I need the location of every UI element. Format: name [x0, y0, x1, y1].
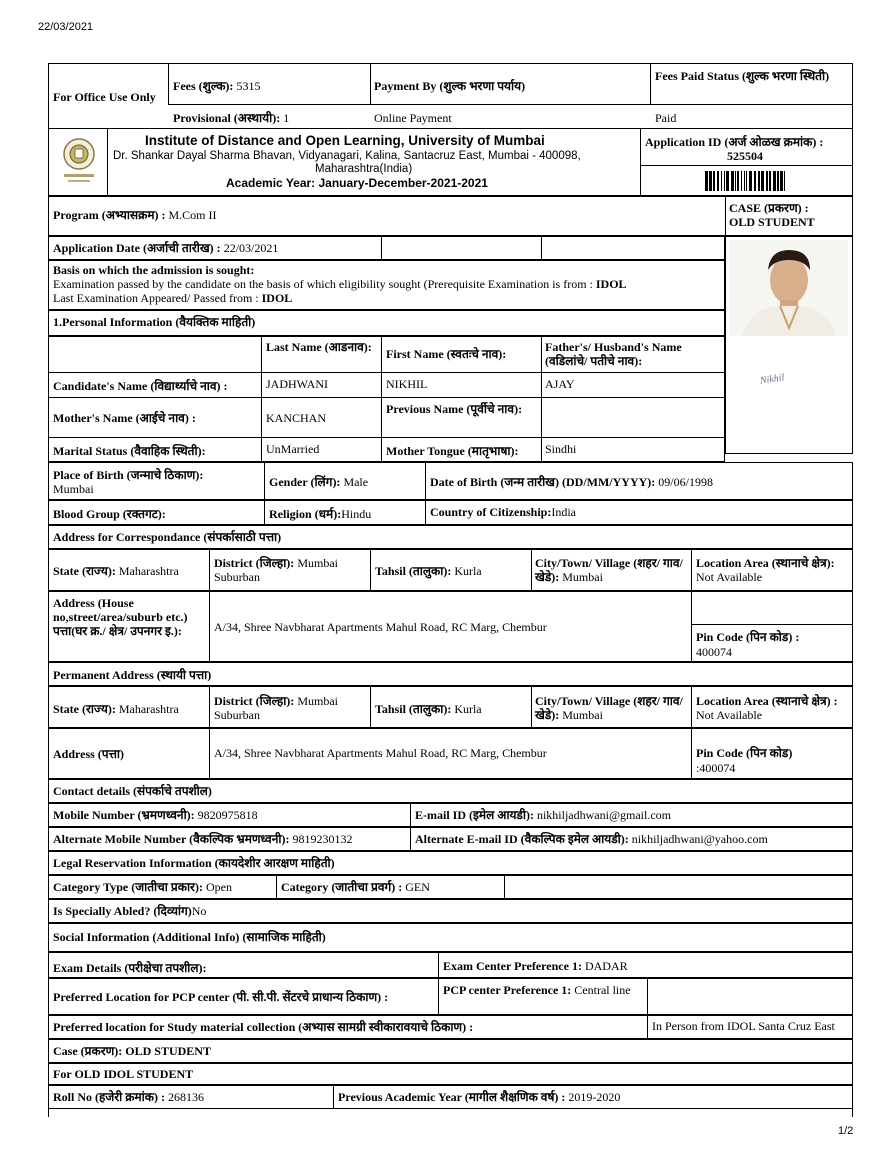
print-date: 22/03/2021 — [38, 21, 94, 33]
father-name-header: Father's/ Husband's Name (वडिलांचे/ पतीचे नाव): — [545, 340, 682, 368]
pcp-center-field: PCP center Preference 1: Central line — [443, 983, 631, 997]
institute-address-line2: Maharashtra(India) — [315, 163, 413, 175]
marital-status-label: Marital Status (वैवाहिक स्थिती): — [53, 444, 206, 458]
barcode-icon — [705, 171, 787, 193]
institute-name: Institute of Distance and Open Learning, University of Mumbai — [145, 133, 545, 148]
mother-name-value: KANCHAN — [266, 411, 326, 425]
payment-by-label: Payment By (शुल्क भरणा पर्याय) — [374, 79, 526, 93]
exam-center-field: Exam Center Preference 1: DADAR — [443, 959, 628, 973]
corr-location-field: Location Area (स्थानाचे क्षेत्र): Not Available — [696, 556, 835, 584]
dob-field: Date of Birth (जन्म तारीख) (DD/MM/YYYY): 09/06/1998 — [430, 475, 713, 489]
perm-pin-value: :400074 — [696, 761, 736, 775]
page-number: 1/2 — [838, 1125, 854, 1137]
corr-state-field: State (राज्य): Maharashtra — [53, 564, 179, 578]
blood-group-label: Blood Group (रक्तगट): — [53, 507, 166, 521]
category-type-field: Category Type (जातीचा प्रकार): Open — [53, 880, 232, 894]
study-material-value: In Person from IDOL Santa Cruz East — [652, 1019, 835, 1033]
academic-year: Academic Year: January-December-2021-2021 — [226, 176, 488, 190]
previous-name-label: Previous Name (पूर्वीचे नाव): — [386, 402, 523, 416]
office-use-label: For Office Use Only — [53, 90, 156, 104]
old-idol-heading: For OLD IDOL STUDENT — [53, 1067, 194, 1081]
application-date-field: Application Date (अर्जाची तारीख) : 22/03/2021 — [53, 241, 279, 255]
institute-address-line1: Dr. Shankar Dayal Sharma Bhavan, Vidyanagari, Kalina, Santacruz East, Mumbai - 400098, — [113, 150, 581, 162]
perm-district-field: District (जिल्हा): Mumbai Suburban — [214, 694, 338, 722]
father-name-value: AJAY — [545, 377, 575, 391]
application-id-label: Application ID (अर्ज ओळख क्रमांक) : — [645, 135, 824, 149]
corr-tahsil-field: Tahsil (तालुका): Kurla — [375, 564, 482, 578]
basis-heading: Basis on which the admission is sought: — [53, 263, 255, 277]
payment-by-value: Online Payment — [374, 111, 452, 125]
basis-line2: Last Examination Appeared/ Passed from : IDOL — [53, 291, 293, 305]
fees-status-label: Fees Paid Status (शुल्क भरणा स्थिती) — [655, 69, 830, 83]
corr-address-value: A/34, Shree Navbharat Apartments Mahul Road, RC Marg, Chembur — [214, 620, 547, 634]
social-info-heading: Social Information (Additional Info) (सामाजिक माहिती) — [53, 930, 326, 944]
permanent-heading: Permanent Address (स्थायी पत्ता) — [53, 668, 212, 682]
corr-pin-label: Pin Code (पिन कोड) : — [696, 630, 800, 644]
perm-pin-label: Pin Code (पिन कोड) — [696, 746, 793, 760]
perm-address-label: Address (पत्ता) — [53, 747, 124, 761]
fees-status-value: Paid — [655, 111, 677, 125]
candidate-signature: Nikhil — [759, 372, 786, 387]
reservation-heading: Legal Reservation Information (कायदेशीर आरक्षण माहिती) — [53, 856, 335, 870]
first-name-header: First Name (स्वतःचे नाव): — [386, 347, 507, 361]
mother-tongue-label: Mother Tongue (मातृभाषा): — [386, 444, 519, 458]
prev-academic-year-field: Previous Academic Year (मागील शैक्षणिक वर्ष) : 2019-2020 — [338, 1090, 621, 1104]
birth-place-value: Mumbai — [53, 482, 94, 496]
category-field: Category (जातीचा प्रवर्ग) : GEN — [281, 880, 430, 894]
mobile-field: Mobile Number (भ्रमणध्वनी): 9820975818 — [53, 808, 258, 822]
perm-city-field: City/Town/ Village (शहर/ गाव/ खेडे): Mumbai — [535, 694, 683, 722]
provisional-field: Provisional (अस्थायी): 1 — [173, 111, 290, 125]
citizenship-field: Country of Citizenship:India — [430, 505, 576, 519]
religion-field: Religion (धर्म):Hindu — [269, 507, 372, 521]
perm-tahsil-field: Tahsil (तालुका): Kurla — [375, 702, 482, 716]
study-material-label: Preferred location for Study material collection (अभ्यास सामग्री स्वीकारावयाचे ठिकाण) : — [53, 1020, 474, 1034]
mother-name-label: Mother's Name (आईचे नाव) : — [53, 411, 196, 425]
fees-field: Fees (शुल्क): 5315 — [173, 79, 261, 93]
personal-info-heading: 1.Personal Information (वैयक्तिक माहिती) — [53, 315, 256, 329]
corr-address-label: Address (House no,street/area/suburb etc.) पत्ता(घर क्र./ क्षेत्र/ उपनगर इ.): — [53, 596, 188, 638]
candidate-photo — [730, 240, 848, 336]
case-value: OLD STUDENT — [729, 215, 815, 229]
program-field: Program (अभ्यासक्रम) : M.Com II — [53, 208, 217, 222]
candidate-name-label: Candidate's Name (विद्यार्थ्याचे नाव) : — [53, 379, 228, 393]
email-field: E-mail ID (इमेल आयडी): nikhiljadhwani@gmail.com — [415, 808, 671, 822]
case-label: CASE (प्रकरण) : — [729, 201, 809, 215]
university-logo-icon — [60, 136, 98, 188]
corr-district-field: District (जिल्हा): Mumbai Suburban — [214, 556, 338, 584]
corr-city-field: City/Town/ Village (शहर/ गाव/ खेडे): Mumbai — [535, 556, 683, 584]
roll-no-field: Roll No (हजेरी क्रमांक) : 268136 — [53, 1090, 204, 1104]
perm-location-field: Location Area (स्थानाचे क्षेत्र) : Not Available — [696, 694, 838, 722]
corr-pin-value: 400074 — [696, 645, 732, 659]
contact-heading: Contact details (संपर्काचे तपशील) — [53, 784, 212, 798]
exam-details-heading: Exam Details (परीक्षेचा तपशील): — [53, 961, 207, 975]
last-name-header: Last Name (आडनाव): — [266, 340, 372, 354]
gender-field: Gender (लिंग): Male — [269, 475, 369, 489]
alt-email-field: Alternate E-mail ID (वैकल्पिक इमेल आयडी): nikhiljadhwani@yahoo.com — [415, 832, 768, 846]
alt-mobile-field: Alternate Mobile Number (वैकल्पिक भ्रमणध्वनी): 9819230132 — [53, 832, 353, 846]
correspondence-heading: Address for Correspondance (संपर्कासाठी पत्ता) — [53, 530, 282, 544]
basis-line1: Examination passed by the candidate on the basis of which eligibility sought (Prerequisite Examination is from : IDOL — [53, 277, 627, 291]
pcp-location-label: Preferred Location for PCP center (पी. सी.पी. सेंटरचे प्राधान्य ठिकाण) : — [53, 990, 389, 1004]
case-field: Case (प्रकरण): OLD STUDENT — [53, 1044, 211, 1058]
application-id-value: 525504 — [727, 149, 763, 163]
perm-address-value: A/34, Shree Navbharat Apartments Mahul Road, RC Marg, Chembur — [214, 746, 547, 760]
specially-abled-field: Is Specially Abled? (दिव्यांग)No — [53, 904, 207, 918]
first-name-value: NIKHIL — [386, 377, 428, 391]
last-name-value: JADHWANI — [266, 377, 328, 391]
marital-status-value: UnMarried — [266, 442, 320, 456]
perm-state-field: State (राज्य): Maharashtra — [53, 702, 179, 716]
mother-tongue-value: Sindhi — [545, 442, 577, 456]
birth-place-label: Place of Birth (जन्माचे ठिकाण): — [53, 468, 204, 482]
